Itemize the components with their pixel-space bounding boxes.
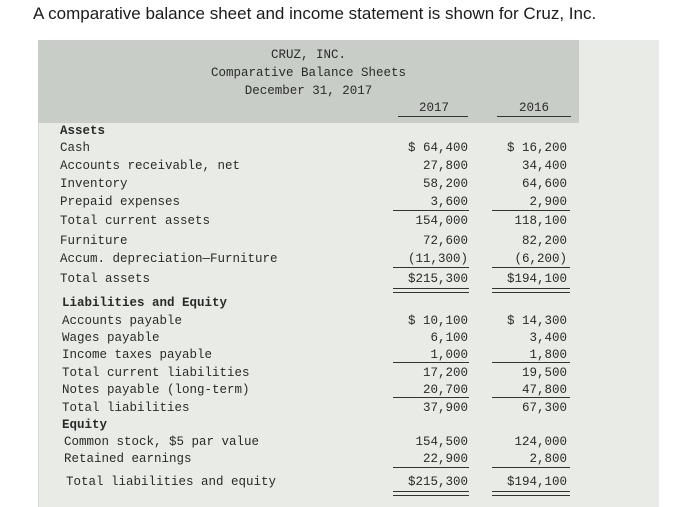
value-2017: $215,300 — [407, 475, 468, 489]
subtotal-rule — [393, 467, 469, 468]
section-label: Assets — [60, 124, 106, 138]
statement-title: Comparative Balance Sheets — [210, 66, 407, 80]
statement-date: December 31, 2017 — [244, 84, 373, 98]
header-underline-2017 — [398, 116, 468, 117]
total-double-rule — [492, 288, 570, 293]
value-2016: $194,100 — [506, 475, 567, 489]
value-2016: 67,300 — [521, 401, 567, 415]
row-label: Total current liabilities — [62, 366, 250, 380]
value-2016: 118,100 — [514, 214, 567, 228]
company-name: CRUZ, INC. — [270, 48, 346, 62]
row-label: Prepaid expenses — [60, 195, 181, 209]
row-label: Income taxes payable — [62, 348, 213, 362]
value-2016: 1,800 — [529, 348, 567, 362]
row-label: Common stock, $5 par value — [64, 435, 260, 449]
value-2016: 2,800 — [529, 452, 567, 466]
value-2016: $ 16,200 — [506, 141, 567, 155]
subtotal-rule — [393, 210, 469, 211]
value-2017: 58,200 — [422, 177, 468, 191]
row-label: Wages payable — [62, 331, 160, 345]
value-2017: 20,700 — [422, 383, 468, 397]
value-2017: 27,800 — [422, 159, 468, 173]
subtotal-rule — [393, 267, 469, 268]
value-2016: 2,900 — [529, 195, 567, 209]
subtotal-rule — [393, 397, 469, 398]
column-header-2016: 2016 — [518, 101, 549, 115]
row-label: Accounts payable — [62, 314, 183, 328]
value-2016: 82,200 — [521, 234, 567, 248]
row-label: Accounts receivable, net — [60, 159, 241, 173]
row-label: Total liabilities — [62, 401, 190, 415]
value-2016: (6,200) — [514, 252, 567, 266]
value-2017: 3,600 — [430, 195, 468, 209]
total-double-rule — [393, 491, 469, 496]
value-2017: $ 10,100 — [407, 314, 468, 328]
header-underline-2016 — [497, 116, 571, 117]
row-label: Total liabilities and equity — [66, 475, 277, 489]
total-double-rule — [492, 491, 570, 496]
value-2016: $194,100 — [506, 272, 567, 286]
section-label: Equity — [62, 418, 108, 432]
row-label: Furniture — [60, 234, 128, 248]
subtotal-rule — [492, 267, 570, 268]
question-heading: A comparative balance sheet and income statement is shown for Cruz, Inc. — [33, 4, 597, 23]
value-2016: 19,500 — [521, 366, 567, 380]
value-2017: 154,000 — [415, 214, 468, 228]
value-2017: 17,200 — [422, 366, 468, 380]
value-2016: $ 14,300 — [506, 314, 567, 328]
subtotal-rule — [393, 362, 469, 363]
value-2017: 6,100 — [430, 331, 468, 345]
value-2016: 34,400 — [521, 159, 567, 173]
value-2017: $215,300 — [407, 272, 468, 286]
row-label: Total assets — [60, 272, 151, 286]
value-2017: 154,500 — [415, 435, 468, 449]
row-label: Retained earnings — [64, 452, 192, 466]
row-label: Inventory — [60, 177, 128, 191]
value-2017: $ 64,400 — [407, 141, 468, 155]
value-2016: 47,800 — [521, 383, 567, 397]
value-2017: 72,600 — [422, 234, 468, 248]
value-2017: (11,300) — [407, 252, 468, 266]
subtotal-rule — [492, 467, 570, 468]
subtotal-rule — [492, 362, 570, 363]
row-label: Total current assets — [60, 214, 211, 228]
row-label: Accum. depreciation—Furniture — [60, 252, 278, 266]
section-label: Liabilities and Equity — [62, 296, 228, 310]
value-2017: 37,900 — [422, 401, 468, 415]
subtotal-rule — [492, 397, 570, 398]
value-2017: 1,000 — [430, 348, 468, 362]
subtotal-rule — [492, 210, 570, 211]
row-label: Notes payable (long-term) — [62, 383, 250, 397]
column-header-2017: 2017 — [418, 101, 449, 115]
value-2017: 22,900 — [422, 452, 468, 466]
row-label: Cash — [60, 141, 91, 155]
value-2016: 64,600 — [521, 177, 567, 191]
value-2016: 124,000 — [514, 435, 567, 449]
total-double-rule — [393, 288, 469, 293]
value-2016: 3,400 — [529, 331, 567, 345]
